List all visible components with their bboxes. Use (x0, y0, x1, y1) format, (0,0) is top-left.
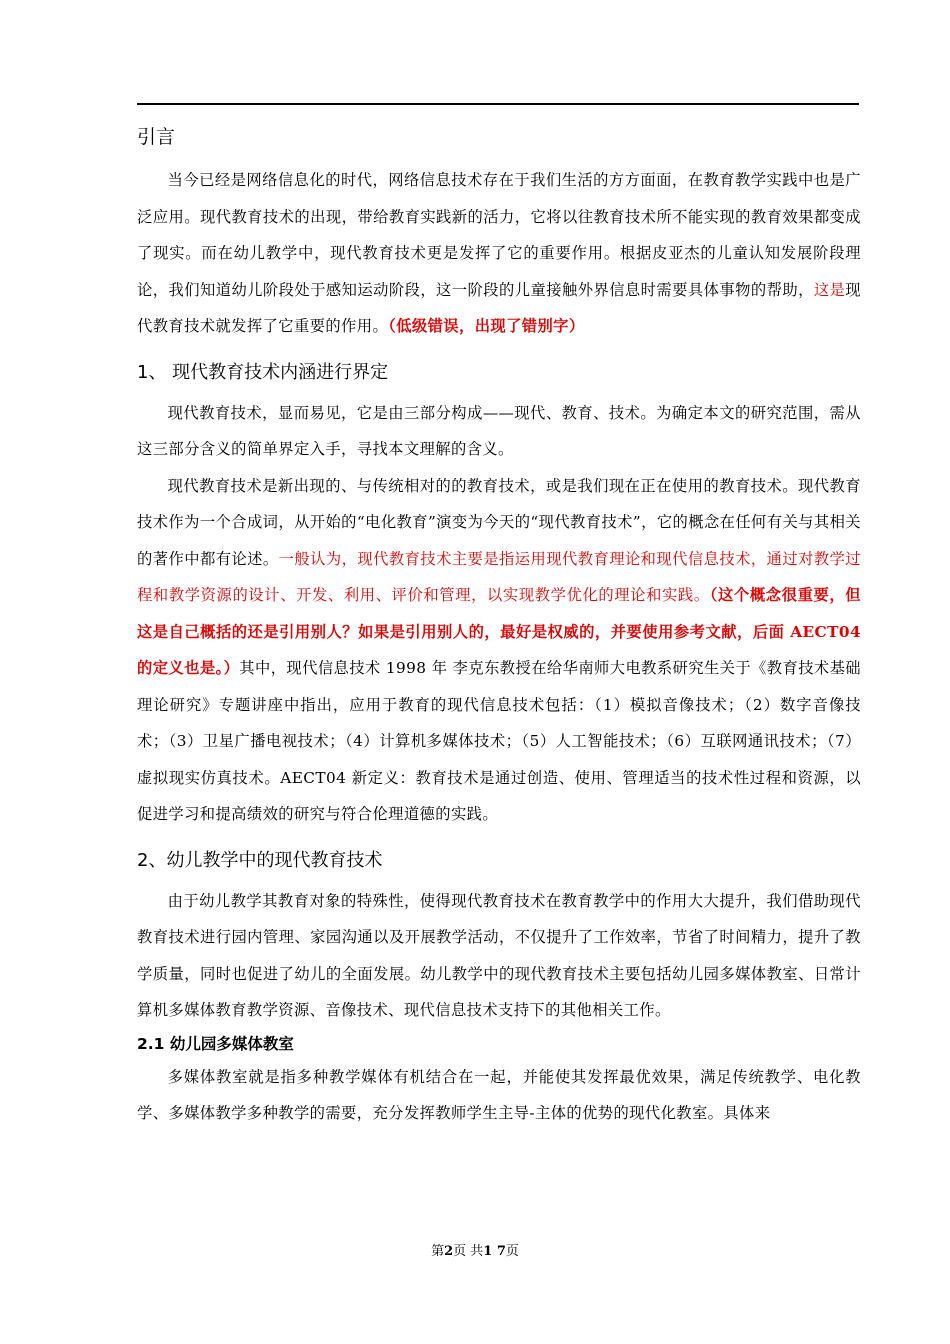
section2-1-heading: 2.1 幼儿园多媒体教室 (137, 1034, 294, 1053)
section1-paragraph-1: 现代教育技术，显而易见，它是由三部分构成——现代、教育、技术。为确定本文的研究范围，需从这三部分含义的简单界定入手，寻找本文理解的含义。 (137, 403, 861, 458)
footer-total-pages: 1 7 (483, 1244, 506, 1259)
section1-heading: 1、 现代教育技术内涵进行界定 (137, 361, 389, 383)
footer-prefix: 第 (431, 1244, 445, 1259)
section1-p2-end: 其中，现代信息技术 1998 年 李克东教授在给华南师大电教系研究生关于《教育技术基础理论研究》专题讲座中指出，应用于教育的现代信息技术包括：（1）模拟音像技术；（2）数字音像技术；（3）卫星广播电视技术；（4）计算机多媒体技术；（5）人工智能技术；（6）互联网通讯技术；（7）虚拟现实仿真技术。AECT04 新定义：教育技术是通过创造、使用、管理适当的技术性过程和资源，以促进学习和提高绩效的研究与符合伦理道德的实践。 (137, 659, 862, 823)
intro-text: 当今已经是网络信息化的时代，网络信息技术存在于我们生活的方方面面，在教育教学实践中也是广泛应用。现代教育技术的出现，带给教育实践新的活力，它将以往教育技术所不能实现的教育效果都变成了现实。而在幼儿教学中，现代教育技术更是发挥了它的重要作用。根据皮亚杰的儿童认知发展阶段理论，我们知道幼儿阶段处于感知运动阶段，这一阶段的儿童接触外界信息时需要具体事物的帮助， (137, 171, 861, 299)
section1-p2-red: 一般认为，现代教育技术主要是指运用现代教育理论和现代信息技术，通过对教学过程和教学资源的设计、开发、利用、评价和管理，以实现教学优化的理论和实践。 (137, 549, 861, 604)
intro-red-word: 这是 (813, 280, 846, 299)
section1-p2-start: 现代教育技术是新出现的、与传统相对的的教育技术，或是我们现在正在使用的教育技术。现代教育技术作为一个合成词，从开始的“电化教育”演变为今天的“现代教育技术”，它的概念在任何有关与其相关的著作中都有论述。 (137, 476, 861, 568)
footer-page-number: 2 (444, 1244, 454, 1259)
header-rule (137, 103, 859, 105)
footer-middle: 页 共 (453, 1244, 484, 1259)
intro-tail: 现代教育技术就发挥了它重要的作用。 (137, 280, 861, 335)
intro-heading: 引言 (137, 126, 176, 148)
footer-suffix: 页 (505, 1244, 519, 1259)
section2-paragraph-2: 多媒体教室就是指多种教学媒体有机结合在一起，并能使其发挥最优效果，满足传统教学、电化教学、多媒体教学多种教学的需要，充分发挥教师学生主导-主体的优势的现代化教室。具体来 (137, 1067, 861, 1122)
section1-p2-comment: （这个概念很重要，但这是自己概括的还是引用别人？如果是引用别人的，最好是权威的，并要使用参考文献，后面 AECT04 的定义也是。） (137, 586, 862, 677)
page-footer (0, 1240, 950, 1259)
section1-paragraph-2 (137, 468, 861, 833)
section2-heading: 2、幼儿教学中的现代教育技术 (137, 849, 383, 871)
section2-paragraph-1: 由于幼儿教学其教育对象的特殊性，使得现代教育技术在教育教学中的作用大大提升，我们借助现代教育技术进行园内管理、家园沟通以及开展教学活动，不仅提升了工作效率，节省了时间精力，提升了教学质量，同时也促进了幼儿的全面发展。幼儿教学中的现代教育技术主要包括幼儿园多媒体教室、日常计算机多媒体教育教学资源、音像技术、现代信息技术支持下的其他相关工作。 (137, 891, 861, 1019)
intro-comment: （低级错误，出现了错别字） (388, 317, 585, 335)
page-content (137, 118, 861, 1132)
intro-paragraph (137, 162, 861, 345)
